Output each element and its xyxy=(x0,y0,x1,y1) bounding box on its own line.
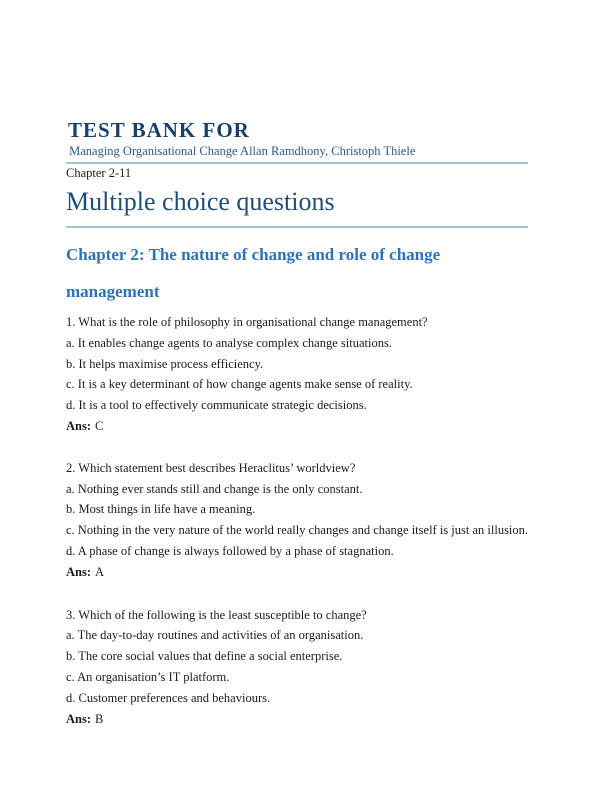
question-option: b. It helps maximise process efficiency. xyxy=(66,356,264,371)
section-heading: Chapter 2: The nature of change and role of change management xyxy=(66,245,441,301)
question-option: d. It is a tool to effectively communicate strategic decisions. xyxy=(66,398,367,413)
question-block-3 xyxy=(66,605,528,730)
chapter-code: Chapter 2-11 xyxy=(66,166,132,180)
answer-value: B xyxy=(95,711,104,726)
answer-label: Ans: xyxy=(66,418,92,433)
answer-value: A xyxy=(95,564,105,579)
question-option: b. Most things in life have a meaning. xyxy=(66,502,256,517)
question-option: d. Customer preferences and behaviours. xyxy=(66,690,271,705)
question-text: 2. Which statement best describes Heraclitus’ worldview? xyxy=(66,460,356,475)
answer-label: Ans: xyxy=(66,564,92,579)
answer-line xyxy=(66,562,528,583)
question-option: a. Nothing ever stands still and change is the only constant. xyxy=(66,481,363,496)
answer-line xyxy=(66,416,528,437)
question-text: 3. Which of the following is the least susceptible to change? xyxy=(66,607,367,622)
answer-line xyxy=(66,709,528,730)
title-divider xyxy=(66,226,528,228)
answer-value: C xyxy=(95,418,104,433)
page-title: Multiple choice questions xyxy=(66,187,335,216)
answer-label: Ans: xyxy=(66,711,92,726)
question-block-2 xyxy=(66,458,528,583)
test-bank-title: TEST BANK FOR xyxy=(68,118,250,142)
page-content xyxy=(66,119,528,729)
question-option: c. It is a key determinant of how change agents make sense of reality. xyxy=(66,377,413,392)
question-option: a. It enables change agents to analyse complex change situations. xyxy=(66,335,392,350)
question-option: b. The core social values that define a social enterprise. xyxy=(66,649,343,664)
question-option: c. Nothing in the very nature of the world really changes and change itself is just an illusion. xyxy=(66,523,529,538)
question-option: d. A phase of change is always followed by a phase of stagnation. xyxy=(66,543,394,558)
question-option: c. An organisation’s IT platform. xyxy=(66,669,230,684)
question-text: 1. What is the role of philosophy in organisational change management? xyxy=(66,315,428,329)
question-block-1 xyxy=(66,312,528,437)
question-option: a. The day-to-day routines and activities of an organisation. xyxy=(66,628,364,643)
book-author-line: Managing Organisational Change Allan Ramdhony, Christoph Thiele xyxy=(66,144,416,158)
header-divider xyxy=(66,162,528,164)
